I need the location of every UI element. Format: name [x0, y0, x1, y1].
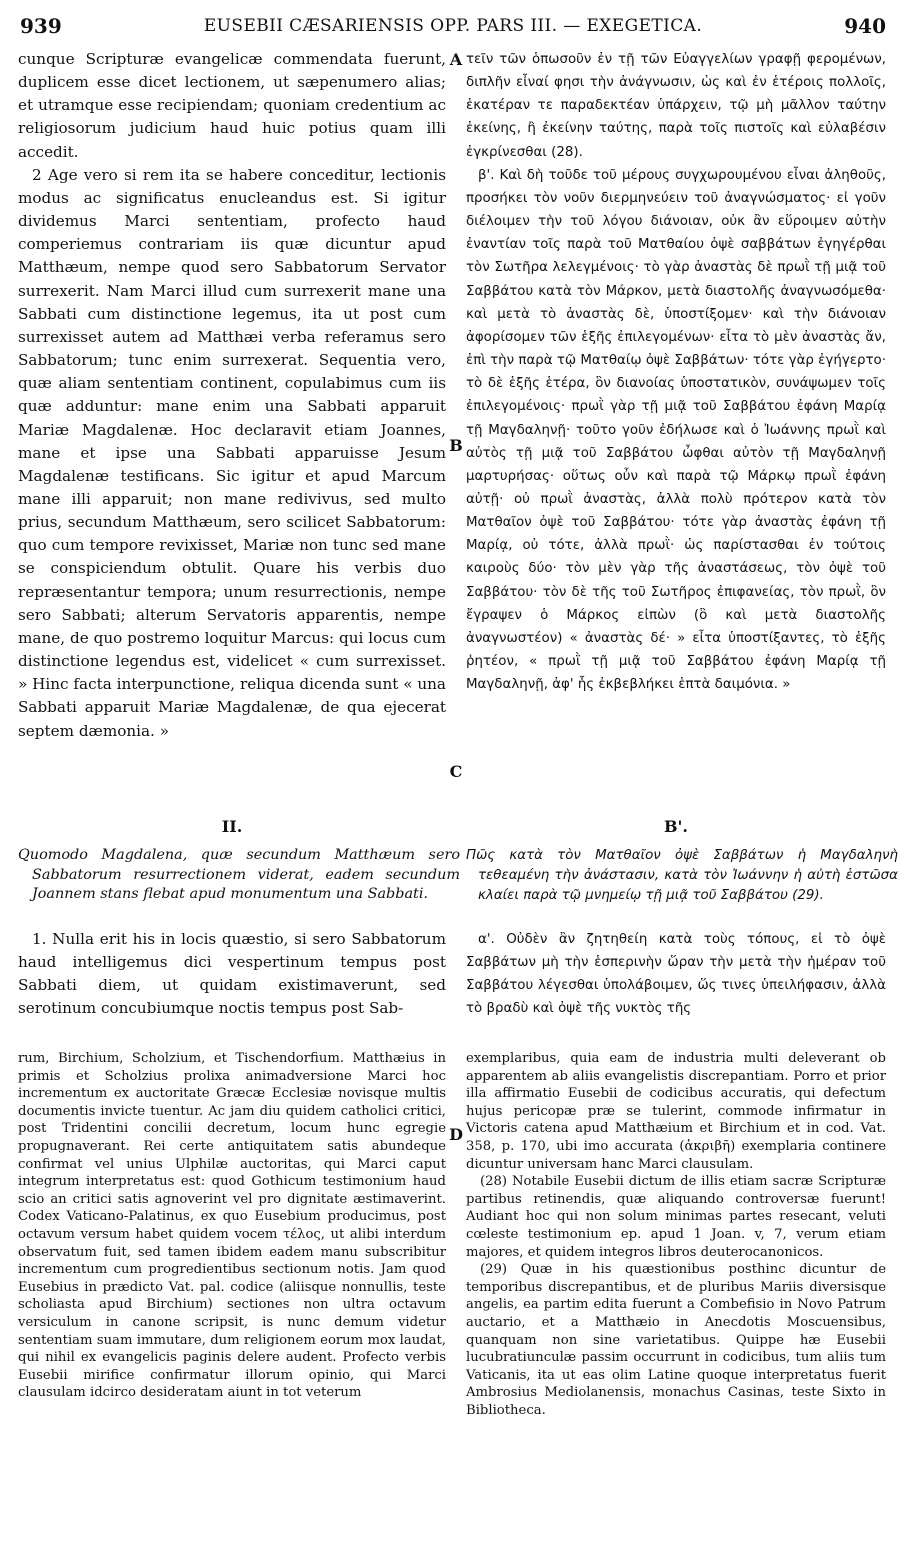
margin-letter-b: B — [449, 436, 463, 455]
latin-section-number: II. — [221, 817, 243, 836]
footnotes-left — [18, 1050, 446, 1402]
footnote-28: (28) Notabile Eusebii dictum de illis etiam sacræ Scripturæ partibus retinendis, quæ aliquando controversæ fuerunt! Audiant hoc qui non solum minimas partes resecant, veluti cœleste testimonium ep. apud 1 Joan. v, 7, verum etiam majores, et quidem integros libros deuterocanonicos. — [466, 1174, 886, 1260]
page-number-right: 940 — [844, 14, 886, 38]
footnote-29: (29) Quæ in his quæstionibus posthinc dicuntur de temporibus discrepantibus, et de pluribus Mariis diversisque angelis, ea partim edita fuerunt a Combefisio in Novo Patrum auctario, et a Matthæio in Anecdotis Moscuensibus, quanquam non sine varietatibus. Quippe hæ Eusebii lucubratiunculæ passim occurrunt in codicibus, tum aliis tum Vaticanis, ita ut eas olim Latine quoque interpretatus fuerit Ambrosius Mediolanensis, monachus Casinas, teste Sixto in Bibliotheca. — [466, 1262, 886, 1418]
latin-paragraph-2: 2 Age vero si rem ita se habere conceditur, lectionis modus ac significatus enucleandus est. Si igitur dividemus Marci sententiam, profecto haud comperiemus contrariam iis quæ dicuntur apud Matthæum, nempe quod sero Sabbatorum Servator surrexerit. Nam Marci illud cum surrexerit mane una Sabbati cum distinctione legemus, ita ut post cum surrexisset autem ad Matthæi verba referamus sero Sabbatorum; tunc enim surrexerat. Sequentia vero, quæ aliam sententiam continent, copulabimus cum iis quæ adduntur: mane enim una Sabbati apparuit Mariæ Magdalenæ. Hoc declaravit etiam Joannes, mane et ipse una Sabbati apparuisse Jesum Magdalenæ testificans. Sic igitur et apud Marcum mane illi apparuit; non mane redivivus, sed multo prius, secundum Matthæum, sero scilicet Sabbatorum: quo cum tempore revixisset, Mariæ non tunc sed mane se conspiciendum obtulit. Quare his verbis duo repræsentantur tempora; unum resurrectionis, nempe sero Sabbati; alterum Servatoris apparentis, nempe mane, de quo postremo loquitur Marcus: qui locus cum distinctione legendus est, videlicet « cum surrexisset. » Hinc facta interpunctione, reliqua dicenda sunt « una Sabbati apparuit Mariæ Magdalenæ, de qua ejecerat septem dæmonia. » — [18, 165, 446, 740]
latin-paragraph-3: 1. Nulla erit his in locis quæstio, si sero Sabbatorum haud intelligemus dici vespertinum tempus post Sabbati diem, ut quidam existimaverunt, sed serotinum concubiumque noctis tempus post Sab- — [18, 930, 446, 1018]
greek-paragraph-2: β'. Καὶ δὴ τοῦδε τοῦ μέρους συγχωρουμένου εἶναι ἀληθοῦς, προσήκει τὸν νοῦν διερμηνεύειν τοῦ ἀναγνώσματος· εἰ γοῦν διέλοιμεν τὴν τοῦ λόγου διάνοιαν, οὐκ ἂν εὕροιμεν αὐτὴν ἐναντίαν τοῖς παρὰ τοῦ Ματθαίου ὀψὲ σαββάτων ἐγηγέρθαι τὸν Σωτῆρα λελεγμένοις· τὸ γὰρ ἀναστὰς δὲ πρωῒ τῇ μιᾷ τοῦ Σαββάτου κατὰ τὸν Μάρκον, μετὰ διαστολῆς ἀναγνωσόμεθα· καὶ μετὰ τὸ ἀναστὰς δὲ, ὑποστίξομεν· καὶ τὴν διάνοιαν ἀφορίσομεν τῶν ἑξῆς ἐπιλεγομένων· εἶτα τὸ μὲν ἀναστὰς ἄν, ἐπὶ τὴν παρὰ τῷ Ματθαίῳ ὀψὲ Σαββάτων· τότε γὰρ ἐγήγερτο· τὸ δὲ ἑξῆς ἑτέρα, ὃν διανοίας ὑποστατικὸν, συνάψωμεν τοῖς ἐπιλεγομένοις· πρωῒ γὰρ τῇ μιᾷ τοῦ Σαββάτου ἐφάνη Μαρίᾳ τῇ Μαγδαληνῇ· τοῦτο γοῦν ἐδήλωσε καὶ ὁ Ἰωάννης πρωῒ καὶ αὐτὸς τῇ μιᾷ τοῦ Σαββάτου ὦφθαι αὐτὸν τῇ Μαγδαληνῇ μαρτυρήσας· οὕτως οὖν καὶ παρὰ τῷ Μάρκῳ πρωῒ ἐφάνη αὐτῇ· οὐ πρωῒ ἀναστὰς, ἀλλὰ πολὺ πρότερον κατὰ τὸν Ματθαῖον ὀψὲ τοῦ Σαββάτου· τότε γὰρ ἀναστὰς ἐφάνη τῇ Μαρίᾳ, οὐ τότε, ἀλλὰ πρωῒ· ὡς παρίστασθαι ἐν τούτοις καιροὺς δύο· τὸν μὲν γὰρ τῆς ἀναστάσεως, τὸν ὀψὲ τοῦ Σαββάτου· τὸν δὲ τῆς τοῦ Σωτῆρος ἐπιφανείας, τὸν πρωῒ, ὃν ἔγραψεν ὁ Μάρκος εἰπὼν (ὃ καὶ μετὰ διαστολῆς ἀναγνωστέον) « ἀναστὰς δέ· » εἶτα ὑποστίξαντες, τὸ ἑξῆς ῥητέον, « πρωῒ τῇ μιᾷ τοῦ Σαββάτου ἐφάνη Μαρίᾳ τῇ Μαγδαληνῇ, ἀφ' ἧς ἐκβεβλήκει ἑπτὰ δαιμόνια. » — [466, 167, 886, 693]
page-number-left: 939 — [20, 14, 62, 38]
latin-column — [18, 48, 446, 743]
footnote-continuation-left: rum, Birchium, Scholzium, et Tischendorfium. Matthæius in primis et Scholzius prolixa animadversione Marci hoc incrementum ex auctoritate Græcæ Ecclesiæ novisque multis documentis invicte tuentur. Ac jam diu quidem catholici critici, post Tridentini concilii decretum, locum hunc egregie propugnaverant. Rei certe antiquitatem satis abundeque confirmat vel unius Ulphilæ auctoritas, qui Marci caput integrum interpretatus est: quod Gothicum testimonium haud scio an critici satis agnoverint vel pro dignitate æstimaverint. Codex Vaticano-Palatinus, ex quo Eusebium producimus, post octavum versum habet quidem vocem τέλος, ut alibi interdum observatum fuit, sed tamen ibidem eadem manu subscribitur incrementum cum progredientibus sectionum notis. Jam quod Eusebius in prædicto Vat. pal. codice (aliisque nonnullis, teste scholiasta apud Birchium) sectiones non ultra octavum versiculum in canone scripsit, is nunc demum videtur sententiam suam immutare, dum religionem eorum mox laudat, qui nihil ex evangelicis paginis delere audent. Profecto verbis Eusebii mirifice confirmatur illorum opinio, qui Marci clausulam idcirco desideratam aiunt in tot veterum — [18, 1051, 446, 1401]
greek-paragraph-1: τεῖν τῶν ὁπωσοῦν ἐν τῇ τῶν Εὐαγγελίων γραφῇ φερομένων, διπλῆν εἶναί φησι τὴν ἀνάγνωσιν, ὡς καὶ ἐν ἑτέροις πολλοῖς, ἑκατέραν τε παραδεκτέαν ὑπάρχειν, τῷ μὴ μᾶλλον ταύτην ἐκείνης, ἢ ἐκείνην ταύτης, παρὰ τοῖς πιστοῖς καὶ εὐλαβέσιν ἐγκρίνεσθαι (28). — [466, 52, 886, 160]
footnotes-right — [466, 1050, 886, 1419]
greek-rubric: Πῶς κατὰ τὸν Ματθαῖον ὀψὲ Σαββάτων ἡ Μαγδαληνὴ τεθεαμένη τὴν ἀνάστασιν, κατὰ τὸν Ἰωάννην ἡ αὐτὴ ἑστῶσα κλαίει παρὰ τῷ μνημείῳ τῇ μιᾷ τοῦ Σαββάτου (29). — [466, 848, 898, 903]
margin-letter-a: A — [449, 50, 463, 69]
margin-letter-d: D — [449, 1125, 463, 1144]
running-title: EUSEBII CÆSARIENSIS OPP. PARS III. — EXEGETICA. — [203, 16, 703, 36]
greek-paragraph-3: α'. Οὐδὲν ἂν ζητηθείη κατὰ τοὺς τόπους, εἰ τὸ ὀψὲ Σαββάτων μὴ τὴν ἑσπερινὴν ὥραν τὴν μετὰ τὴν ἡμέραν τοῦ Σαββάτου λέγεσθαι ὑπολάβοιμεν, ὥς τινες ὑπειλήφασιν, ἀλλὰ τὸ βραδὺ καὶ ὀψὲ τῆς νυκτὸς τῆς — [466, 932, 886, 1017]
latin-column-lower — [18, 928, 446, 1021]
margin-letter-c: C — [449, 762, 463, 781]
page-header — [18, 10, 888, 44]
latin-paragraph-1: cunque Scripturæ evangelicæ commendata fuerunt, duplicem esse dicet lectionem, ut sæpenumero alias; et utramque esse recipiendam; quoniam credentium ac religiosorum judicium haud huic potius quam illi accedit. — [18, 50, 446, 161]
greek-column-lower — [466, 928, 886, 1021]
greek-section-number: Β'. — [664, 817, 688, 836]
latin-rubric: Quomodo Magdalena, quæ secundum Matthæum sero Sabbatorum resurrectionem viderat, eadem secundum Joannem stans flebat apud monumentum una Sabbati. — [18, 847, 460, 902]
footnote-continuation-right: exemplaribus, quia eam de industria multi deleverant ob apparentem ab aliis evangelistis discrepantiam. Porro et prior illa affirmatio Eusebii de codicibus accuratis, qui defectum hujus pericopæ præ se tulerint, commode infirmatur in Victoris catena apud Matthæium et Birchium et in cod. Vat. 358, p. 170, ubi imo accurata (ἀκριβῆ) exemplaria continere dicuntur universam hanc Marci clausulam. — [466, 1051, 886, 1172]
greek-column — [466, 48, 886, 696]
